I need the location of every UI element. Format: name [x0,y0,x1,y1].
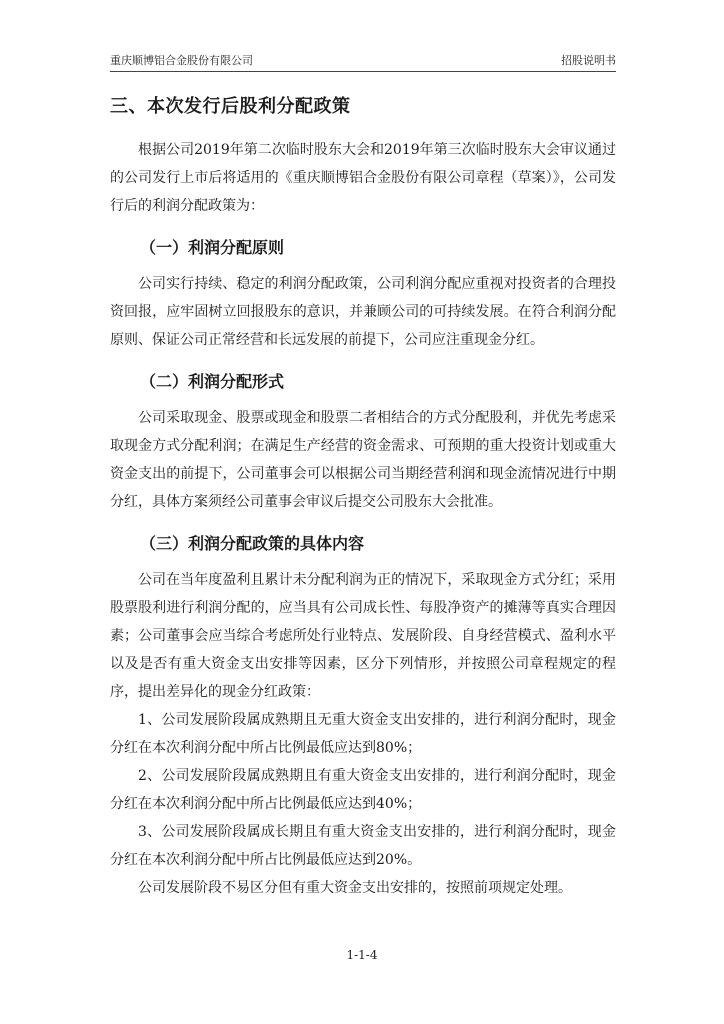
details-item-1: 1、公司发展阶段属成熟期且无重大资金支出安排的，进行利润分配时，现金分红在本次利润分配中所占比例最低应达到80%； [110,712,616,756]
principles-paragraph: 公司实行持续、稳定的利润分配政策，公司利润分配应重视对投资者的合理投资回报，应牢固树立回报股东的意识，并兼顾公司的可持续发展。在符合利润分配原则、保证公司正常经营和长远发展的前提下，公司应注重现金分红。 [110,276,616,348]
header-document-type: 招股说明书 [561,54,616,67]
page-number: 1-1-4 [346,948,378,962]
details-item-2: 2、公司发展阶段属成熟期且有重大资金支出安排的，进行利润分配时，现金分红在本次利润分配中所占比例最低应达到40%； [110,768,616,812]
details-item-3: 3、公司发展阶段属成长期且有重大资金支出安排的，进行利润分配时，现金分红在本次利润分配中所占比例最低应达到20%。 [110,824,616,868]
subsection-title-details: （三）利润分配政策的具体内容 [140,534,365,553]
header-company-name: 重庆顺博铝合金股份有限公司 [110,54,253,67]
section-title: 三、本次发行后股利分配政策 [110,96,351,117]
section-intro-paragraph: 根据公司2019年第二次临时股东大会和2019年第三次临时股东大会审议通过的公司发行上市后将适用的《重庆顺博铝合金股份有限公司章程（草案）》，公司发行后的利润分配政策为： [110,142,616,214]
running-header [110,50,616,68]
document-body [110,94,616,902]
details-closing-paragraph: 公司发展阶段不易区分但有重大资金支出安排的，按照前项规定处理。 [138,880,572,896]
forms-paragraph: 公司采取现金、股票或现金和股票二者相结合的方式分配股利，并优先考虑采取现金方式分配利润；在满足生产经营的资金需求、可预期的重大投资计划或重大资金支出的前提下，公司董事会可以根据公司当期经营利润和现金流情况进行中期分红，具体方案须经公司董事会审议后提交公司股东大会批准。 [110,410,616,510]
subsection-title-forms: （二）利润分配形式 [140,372,285,391]
details-paragraph: 公司在当年度盈利且累计未分配利润为正的情况下，采取现金方式分红；采用股票股利进行利润分配的，应当具有公司成长性、每股净资产的摊薄等真实合理因素；公司董事会应当综合考虑所处行业特点、发展阶段、自身经营模式、盈利水平以及是否有重大资金支出安排等因素，区分下列情形，并按照公司章程规定的程序，提出差异化的现金分红政策： [110,572,616,700]
subsection-title-principles: （一）利润分配原则 [140,238,285,257]
header-rule [110,71,616,72]
